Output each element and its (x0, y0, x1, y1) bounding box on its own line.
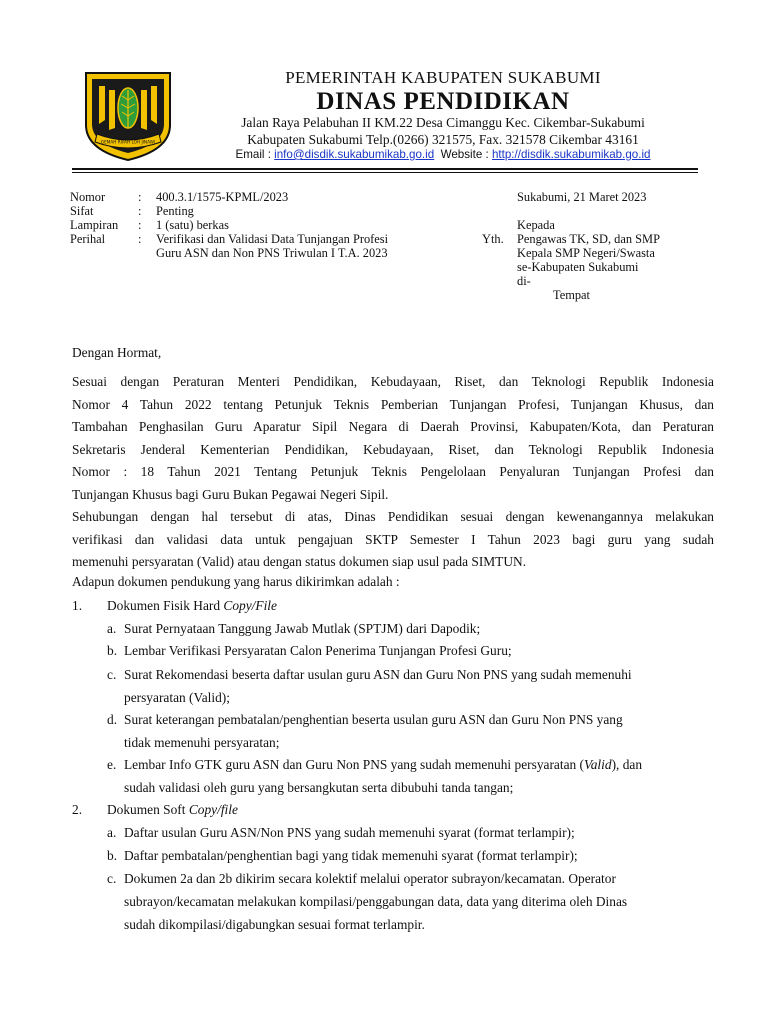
paragraph-1-line: Nomor : 18 Tahun 2021 Tentang Petunjuk Teknis Pengelolaan Penyaluran Tunjangan Profesi dan (72, 464, 714, 479)
colon: : (138, 190, 142, 204)
yth-label: Yth. (482, 232, 504, 246)
list-2-title (107, 802, 238, 818)
email-link[interactable]: info@disdik.sukabumikab.go.id (274, 148, 435, 161)
list-item: Surat Pernyataan Tanggung Jawab Mutlak (SPTJM) dari Dapodik; (124, 621, 481, 636)
list-1-title-text: Dokumen Fisik Hard (107, 598, 224, 613)
perihal-label: Perihal (70, 232, 106, 246)
list-2-title-text: Dokumen Soft (107, 802, 189, 817)
paragraph-1-line: Tunjangan Khusus bagi Guru Bukan Pegawai Negeri Sipil. (72, 486, 389, 502)
sifat-label: Sifat (70, 204, 94, 218)
website-link[interactable]: http://disdik.sukabumikab.go.id (491, 148, 651, 161)
list-item-continued: persyaratan (Valid); (124, 690, 230, 705)
government-name: PEMERINTAH KABUPATEN SUKABUMI (285, 68, 601, 87)
list-item-letter: c. (107, 871, 117, 886)
address-line-2: Kabupaten Sukabumi Telp.(0266) 321575, Fax. 321578 Cikembar 43161 (247, 132, 639, 147)
email-label: Email : (235, 148, 275, 161)
paragraph-1-line: Nomor 4 Tahun 2022 tentang Petunjuk Teknis Pemberian Tunjangan Profesi, Tunjangan Khusus, dan (72, 396, 714, 412)
recipient-line-3: se-Kabupaten Sukabumi (517, 260, 639, 274)
list-item-letter: b. (107, 848, 118, 863)
list-item: Dokumen 2a dan 2b dikirim secara kolektif melalui operator subrayon/kecamatan. Operator (124, 871, 616, 886)
list-item: Lembar Verifikasi Persyaratan Calon Penerima Tunjangan Profesi Guru; (124, 643, 512, 658)
logo-motto: GEMAH RIPAH LOH JINAWI (100, 139, 156, 145)
sukabumi-coat-of-arms-logo (83, 70, 173, 162)
list-1-number: 1. (72, 598, 83, 613)
paragraph-1 (72, 371, 714, 506)
list-item-continued: tidak memenuhi persyaratan; (124, 735, 280, 750)
website-label: Website : (440, 148, 492, 161)
list-item-continued: subrayon/kecamatan melakukan kompilasi/penggabungan data, data yang diterima oleh Dinas (124, 894, 628, 909)
list-item-letter: b. (107, 643, 118, 658)
lampiran-label: Lampiran (70, 218, 119, 232)
list-item: Surat Rekomendasi beserta daftar usulan guru ASN dan Guru Non PNS yang sudah memenuhi (124, 667, 632, 682)
perihal-line-1: Verifikasi dan Validasi Data Tunjangan Profesi (156, 232, 389, 246)
lampiran-value: 1 (satu) berkas (156, 218, 229, 232)
colon: : (138, 218, 142, 232)
paragraph-1-line: Tambahan Penghasilan Guru Aparatur Sipil Negara di Daerah Provinsi, Kabupaten/Kota, dan Peraturan (72, 419, 714, 434)
paragraph-1-line: Sesuai dengan Peraturan Menteri Pendidikan, Kebudayaan, Riset, dan Teknologi Republik Indonesia (72, 374, 714, 389)
header-rule-thick (72, 168, 698, 170)
list-item-letter: a. (107, 825, 117, 840)
list-item: Surat keterangan pembatalan/penghentian beserta usulan guru ASN dan Guru Non PNS yang (124, 712, 623, 727)
list-2-number: 2. (72, 802, 83, 817)
nomor-label: Nomor (70, 190, 106, 204)
paragraph-2-line: verifikasi dan validasi data untuk pengajuan SKTP Semester I Tahun 2023 bagi guru yang sudah (72, 531, 714, 547)
list-item: Daftar usulan Guru ASN/Non PNS yang sudah memenuhi syarat (format terlampir); (124, 825, 575, 840)
recipient-line-1: Pengawas TK, SD, dan SMP (517, 232, 660, 246)
list-item-continued: sudah dikompilasi/digabungkan sesuai format terlampir. (124, 917, 425, 932)
header-rule-thin (72, 172, 698, 173)
recipient-line-5: Tempat (553, 288, 590, 302)
list-item: Daftar pembatalan/penghentian bagi yang tidak memenuhi syarat (format terlampir); (124, 848, 578, 863)
list-item (124, 757, 642, 773)
place-date: Sukabumi, 21 Maret 2023 (517, 190, 647, 204)
list-item-italic: Valid (584, 757, 612, 772)
list-1-title (107, 598, 277, 614)
department-name: DINAS PENDIDIKAN (316, 88, 570, 115)
list-item-letter: c. (107, 667, 117, 682)
list-item-letter: a. (107, 621, 117, 636)
recipient-line-2: Kepala SMP Negeri/Swasta (517, 246, 655, 260)
address-line-1: Jalan Raya Pelabuhan II KM.22 Desa Cimanggu Kec. Cikembar-Sukabumi (241, 115, 645, 130)
sifat-value: Penting (156, 204, 194, 218)
colon: : (138, 204, 142, 218)
paragraph-2-line: memenuhi persyaratan (Valid) atau dengan status dokumen siap usul pada SIMTUN. (72, 554, 527, 569)
paragraph-2 (72, 506, 714, 574)
list-2-title-italic: Copy/file (188, 802, 238, 817)
contact-line (196, 148, 690, 161)
greeting: Dengan Hormat, (72, 345, 162, 360)
list-1-title-italic: Copy/File (223, 598, 277, 613)
paragraph-2-line: Sehubungan dengan hal tersebut di atas, Dinas Pendidikan sesuai dengan kewenangannya melakukan (72, 509, 714, 524)
perihal-line-2: Guru ASN dan Non PNS Triwulan I T.A. 2023 (156, 246, 388, 260)
list-item-letter: e. (107, 757, 117, 772)
list-item-text: Lembar Info GTK guru ASN dan Guru Non PNS yang sudah memenuhi persyaratan ( (124, 757, 585, 772)
list-item-letter: d. (107, 712, 118, 727)
paragraph-1-line: Sekretaris Jenderal Kementerian Pendidikan, Kebudayaan, Riset, dan Teknologi Republik Indonesia (72, 441, 714, 457)
colon: : (138, 232, 142, 246)
recipient-line-4: di- (517, 274, 531, 288)
nomor-value: 400.3.1/1575-KPML/2023 (156, 190, 289, 204)
paragraph-3: Adapun dokumen pendukung yang harus dikirimkan adalah : (72, 574, 400, 589)
list-item-text: ), dan (611, 757, 643, 772)
list-item-continued: sudah validasi oleh guru yang bersangkutan serta dibubuhi tanda tangan; (124, 780, 514, 795)
kepada-label: Kepada (517, 218, 555, 232)
